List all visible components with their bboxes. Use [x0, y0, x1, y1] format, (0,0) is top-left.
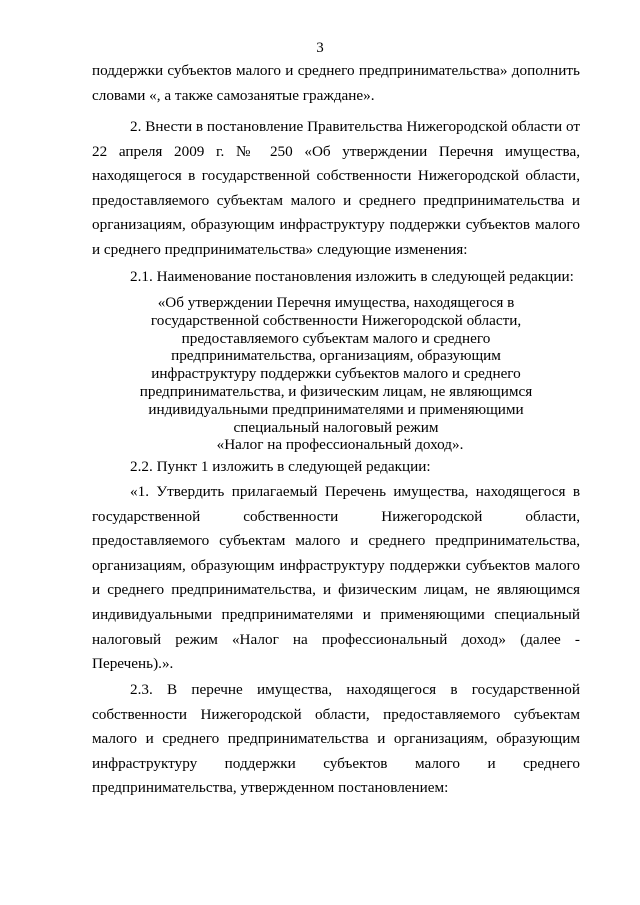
item-2-2-quote-paragraph: «1. Утвердить прилагаемый Перечень имущества, находящегося в государственной собственности Нижегородской области, предоставляемого субъектам малого и среднего предпринимательства, организациям, образующим инфраструктуру поддержки субъектов малого и среднего предпринимательства, и физическим лицам, не являющимся индивидуальными предпринимателями и применяющими специальный налоговый режим «Налог на профессиональный доход» (далее - Перечень).».: [92, 483, 580, 673]
new-title-line: «Об утверждении Перечня имущества, находящегося в: [157, 294, 515, 311]
new-title-line: предпринимательства, и физическим лицам, не являющимся: [139, 382, 533, 400]
new-title-line: инфраструктуру поддержки субъектов малого и среднего: [151, 365, 521, 383]
new-title-line: «Налог на профессиональный доход».: [216, 436, 464, 454]
intro-paragraph: поддержки субъектов малого и среднего предпринимательства» дополнить словами «, а также самозанятые граждане».: [92, 62, 580, 104]
item-2-3-paragraph: 2.3. В перечне имущества, находящегося в государственной собственности Нижегородской области, предоставляемого субъектам малого и среднего предпринимательства и организациям, образующим инфраструктуру поддержки субъектов малого и среднего предпринимательства, утвержденном постановлением:: [92, 681, 580, 797]
new-title-line: индивидуальными предпринимателями и применяющими: [148, 400, 524, 418]
page-number: 3: [316, 40, 324, 56]
new-title-line: предоставляемого субъектам малого и среднего: [181, 329, 491, 347]
item-2-1-paragraph: 2.1. Наименование постановления изложить в следующей редакции:: [130, 268, 574, 285]
item-2-2-paragraph: 2.2. Пункт 1 изложить в следующей редакции:: [130, 458, 431, 475]
new-title-line: предпринимательства, организациям, образующим: [171, 347, 501, 365]
new-title-line: государственной собственности Нижегородской области,: [150, 311, 522, 329]
new-title-line: специальный налоговый режим: [233, 418, 439, 436]
item-2-paragraph: 2. Внести в постановление Правительства Нижегородской области от 22 апреля 2009 г. № 250 «Об утверждении Перечня имущества, находящегося в государственной собственности Нижегородской области, предоставляемого субъектам малого и среднего предпринимательства и организациям, образующим инфраструктуру поддержки субъектов малого и среднего предпринимательства» следующие изменения:: [92, 118, 580, 258]
new-title-quote: [92, 294, 580, 454]
